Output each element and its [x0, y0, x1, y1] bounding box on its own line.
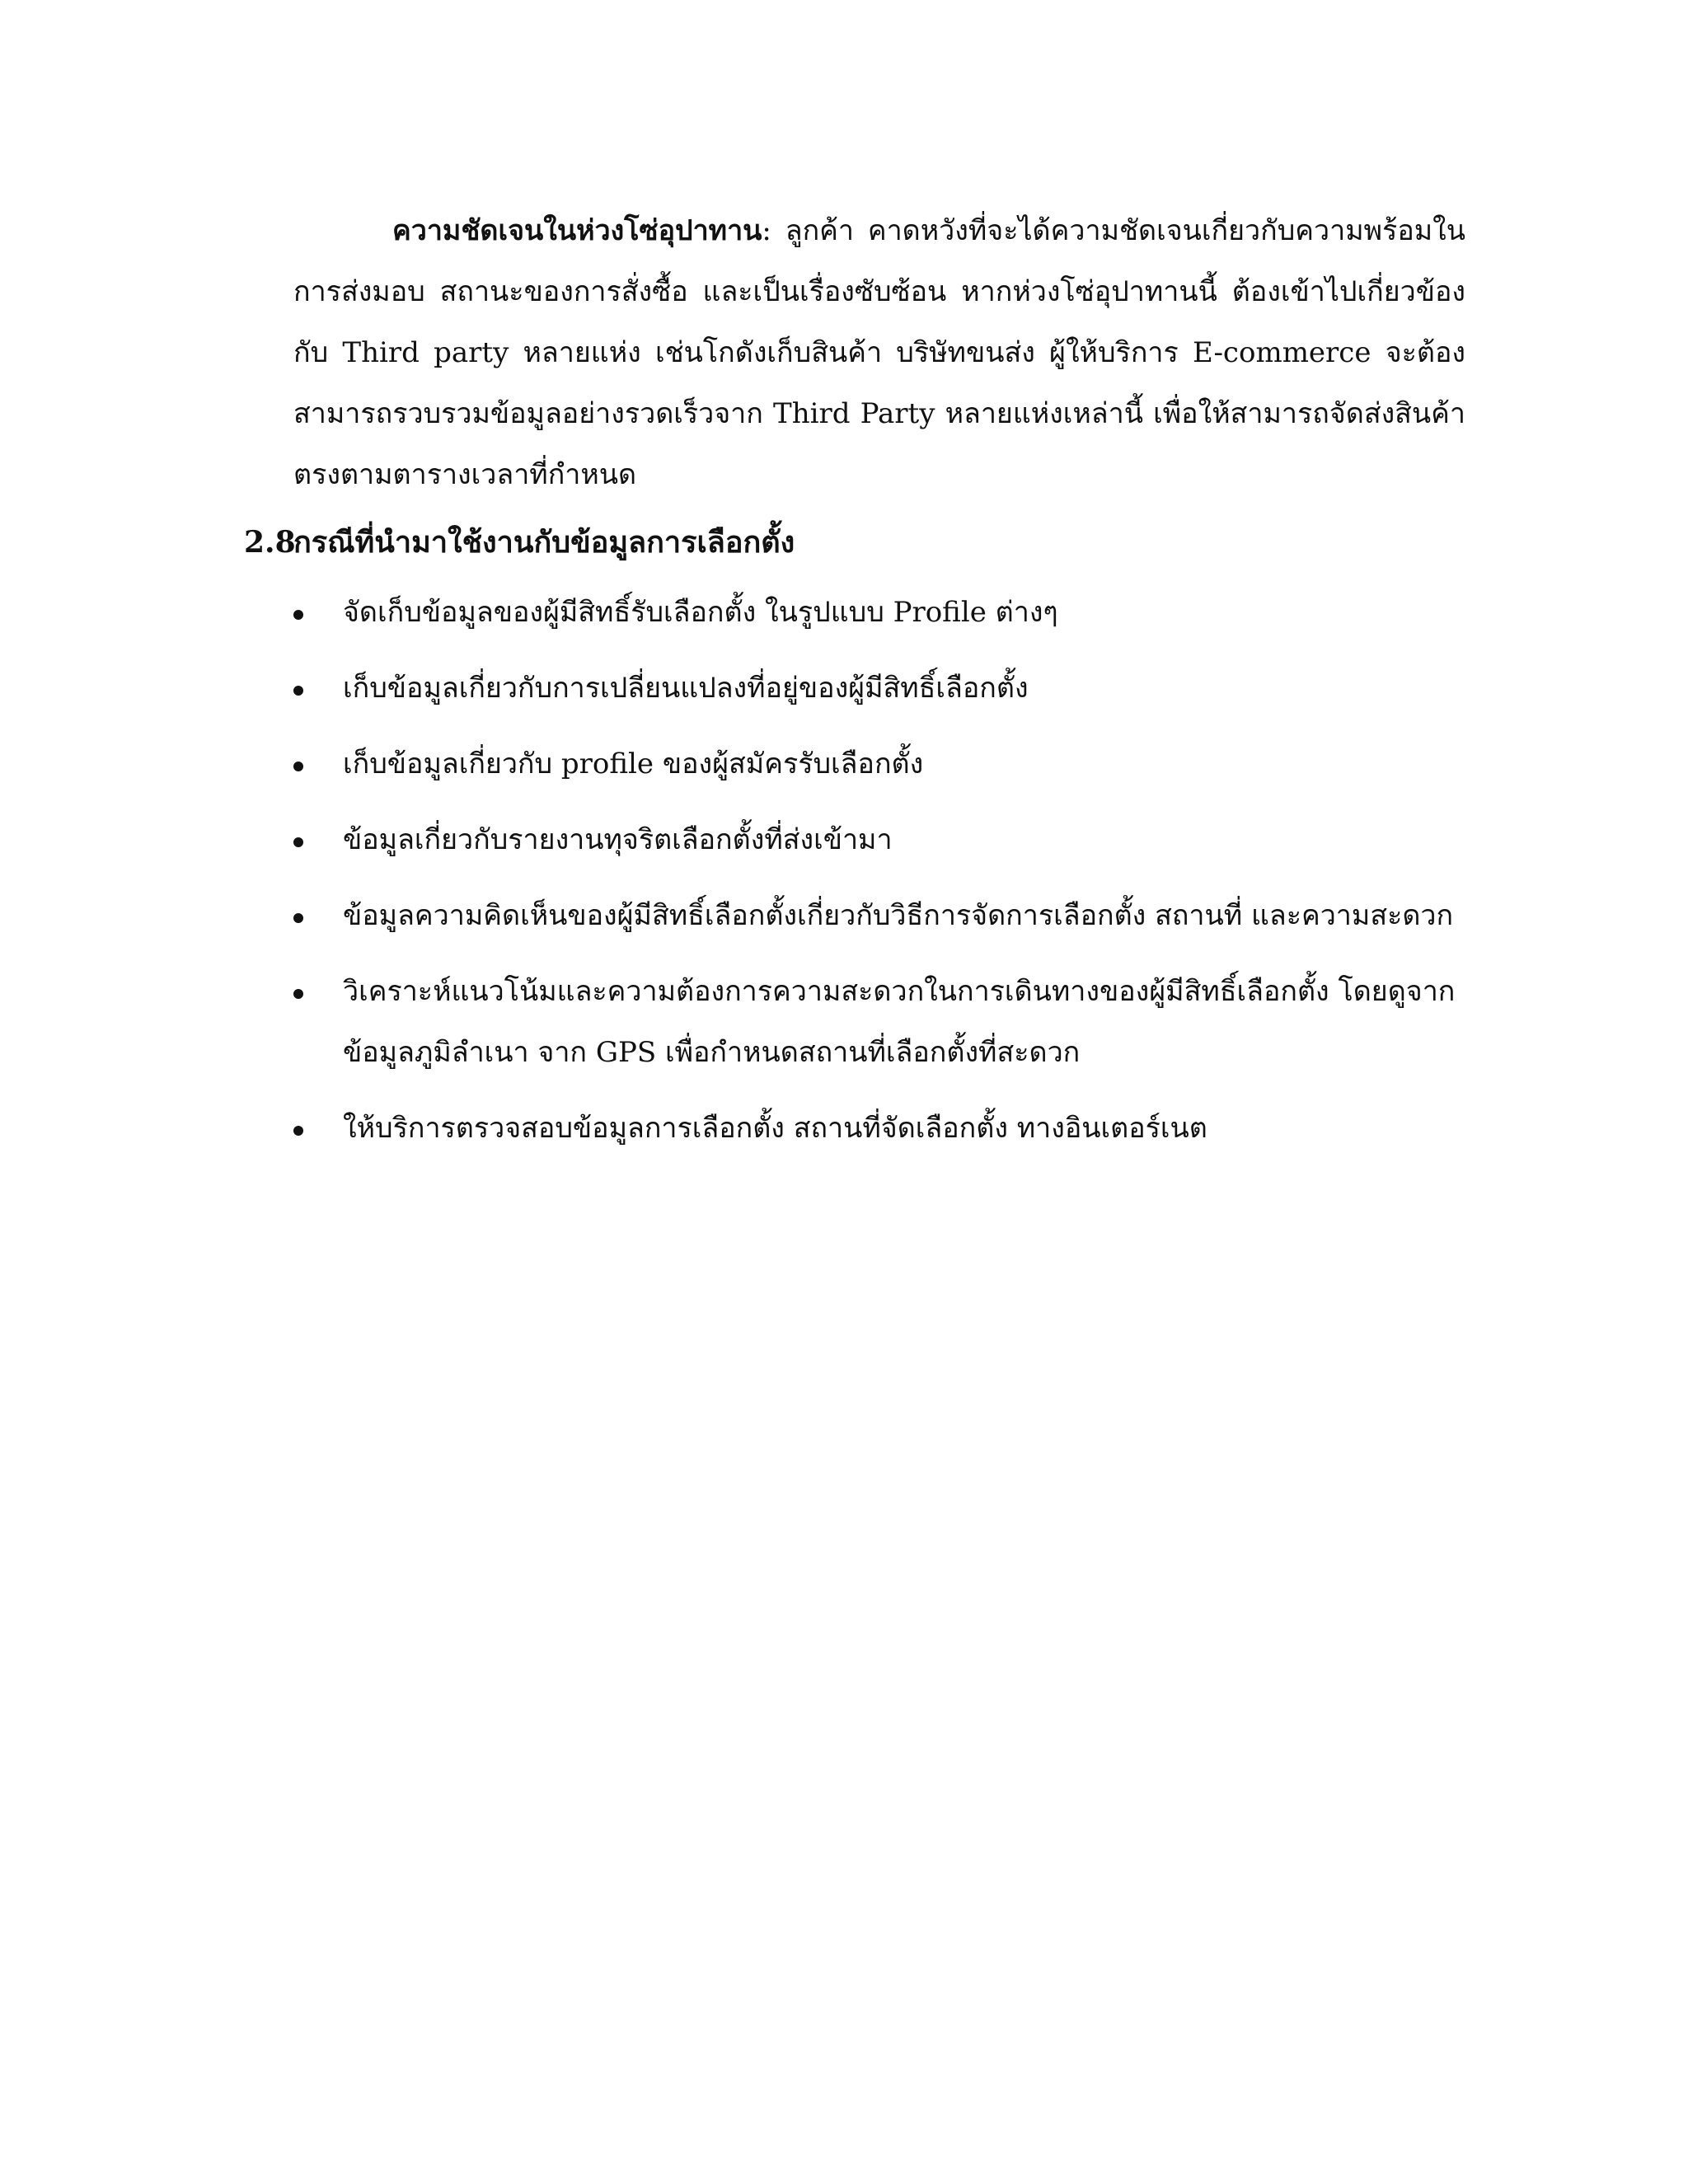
paragraph-body: : ลูกค้า คาดหวังที่จะได้ความชัดเจนเกี่ยวกับความพร้อมในการส่งมอบ สถานะของการสั่งซื้อ และเป็นเรื่องซับซ้อน หากห่วงโซ่อุปาทานนี้ ต้องเข้าไปเกี่ยวข้องกับ Third party หลายแห่ง เช่นโกดังเก็บสินค้า บริษัทขนส่ง ผู้ให้บริการ E-commerce จะต้องสามารถรวบรวมข้อมูลอย่างรวดเร็วจาก Third Party หลายแห่งเหล่านี้ เพื่อให้สามารถจัดส่งสินค้าตรงตามตารางเวลาที่กำหนด	[293, 214, 1465, 491]
bullet-icon	[293, 837, 303, 847]
supply-chain-paragraph	[293, 200, 1465, 505]
list-item-text: ข้อมูลเกี่ยวกับรายงานทุจริตเลือกตั้งที่ส่งเข้ามา	[343, 823, 893, 856]
list-item	[293, 961, 1464, 1083]
list-item-text: วิเคราะห์แนวโน้มและความต้องการความสะดวกในการเดินทางของผู้มีสิทธิ์เลือกตั้ง โดยดูจากข้อมูลภูมิลำเนา จาก GPS เพื่อกำหนดสถานที่เลือกตั้งที่สะดวก	[343, 975, 1456, 1069]
bullet-icon	[293, 1126, 303, 1136]
list-item	[293, 809, 1464, 870]
bullet-icon	[293, 686, 303, 696]
list-item	[293, 885, 1464, 946]
list-item-text: เก็บข้อมูลเกี่ยวกับการเปลี่ยนแปลงที่อยู่ของผู้มีสิทธิ์เลือกตั้ง	[343, 672, 1029, 705]
section-title: กรณีที่นำมาใช้งานกับข้อมูลการเลือกตั้ง	[293, 525, 795, 560]
list-item	[293, 658, 1464, 719]
bullet-icon	[293, 610, 303, 620]
list-item-text: ข้อมูลความคิดเห็นของผู้มีสิทธิ์เลือกตั้งเกี่ยวกับวิธีการจัดการเลือกตั้ง สถานที่ และความสะดวก	[343, 899, 1454, 932]
list-item-text: เก็บข้อมูลเกี่ยวกับ profile ของผู้สมัครรับเลือกตั้ง	[343, 748, 924, 780]
bullet-icon	[293, 989, 303, 999]
list-item	[293, 733, 1464, 794]
section-heading	[244, 512, 1480, 573]
paragraph-bold-lead: ความชัดเจนในห่วงโซ่อุปาทาน	[392, 214, 762, 247]
bullet-icon	[293, 762, 303, 771]
section-number: 2.8	[244, 525, 296, 560]
bullet-list	[293, 582, 1480, 1174]
list-item	[293, 1098, 1464, 1159]
list-item	[293, 582, 1464, 643]
bullet-icon	[293, 913, 303, 923]
list-item-text: จัดเก็บข้อมูลของผู้มีสิทธิ์รับเลือกตั้ง ในรูปแบบ Profile ต่างๆ	[343, 596, 1058, 629]
list-item-text: ให้บริการตรวจสอบข้อมูลการเลือกตั้ง สถานที่จัดเลือกตั้ง ทางอินเตอร์เนต	[343, 1112, 1207, 1145]
